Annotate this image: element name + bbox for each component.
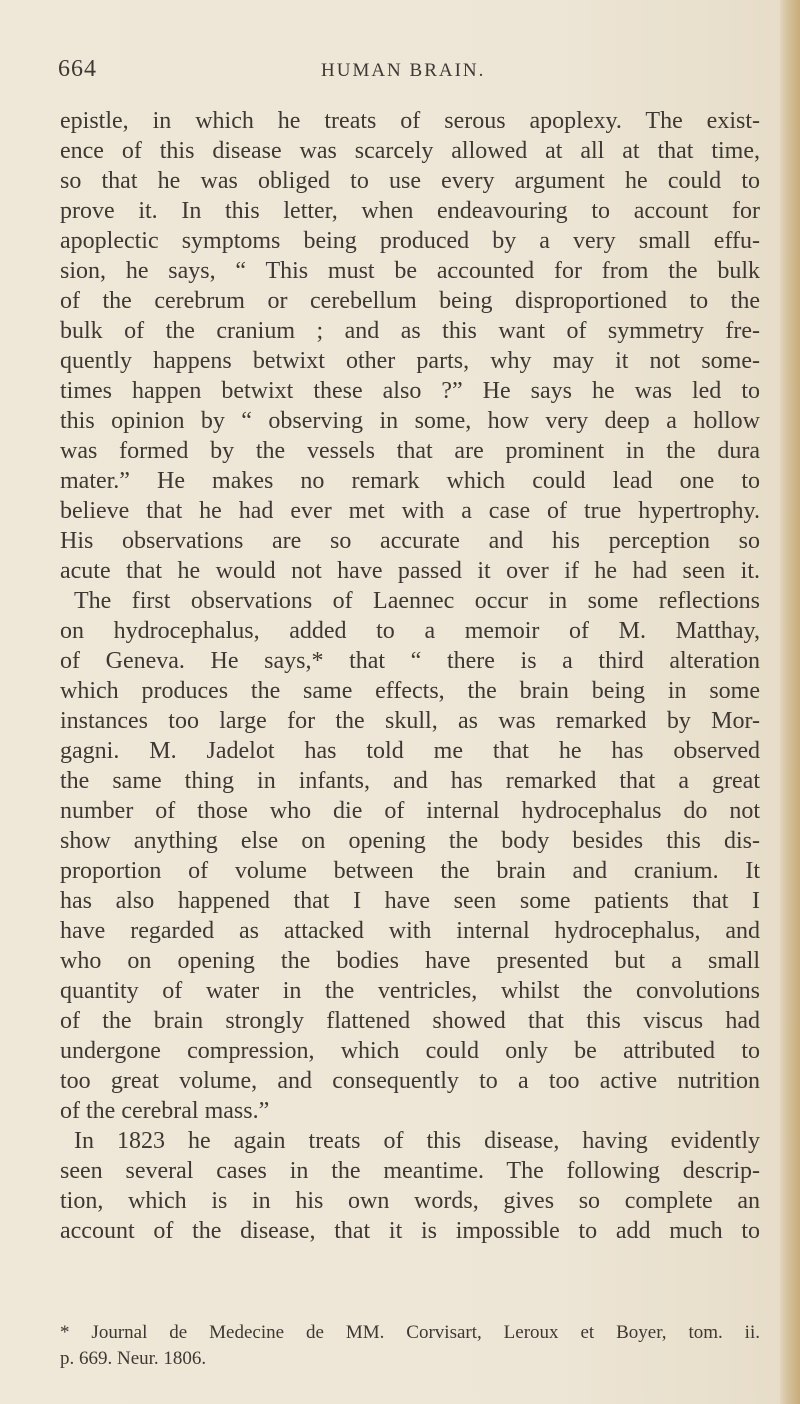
text-line: believe that he had ever met with a case of true hypertrophy. — [60, 498, 760, 524]
text-line: quantity of water in the ventricles, whilst the convolutions — [60, 978, 760, 1004]
text-line: sion, he says, “ This must be accounted for from the bulk — [60, 258, 760, 284]
text-line: so that he was obliged to use every argument he could to — [60, 168, 760, 194]
text-line: In 1823 he again treats of this disease, having evidently — [74, 1128, 760, 1154]
text-line: which produces the same effects, the brain being in some — [60, 678, 760, 704]
text-line: too great volume, and consequently to a too active nutrition — [60, 1068, 760, 1094]
running-head: HUMAN BRAIN. — [321, 60, 486, 81]
text-line: has also happened that I have seen some patients that I — [60, 888, 760, 914]
text-line: instances too large for the skull, as was remarked by Mor- — [60, 708, 760, 734]
text-line: His observations are so accurate and his perception so — [60, 528, 760, 554]
footnote-line: p. 669. Neur. 1806. — [60, 1348, 207, 1369]
text-line: of the cerebrum or cerebellum being disproportioned to the — [60, 288, 760, 314]
text-line: The first observations of Laennec occur in some reflections — [74, 588, 760, 614]
footnote — [60, 1320, 760, 1372]
text-line: quently happens betwixt other parts, why may it not some- — [60, 348, 760, 374]
text-line: of the cerebral mass.” — [60, 1098, 270, 1124]
text-line: ence of this disease was scarcely allowed at all at that time, — [60, 138, 760, 164]
text-line: the same thing in infants, and has remarked that a great — [60, 768, 760, 794]
text-line: epistle, in which he treats of serous apoplexy. The exist- — [60, 108, 760, 134]
text-line: of Geneva. He says,* that “ there is a third alteration — [60, 648, 760, 674]
footnote-line: * Journal de Medecine de MM. Corvisart, Leroux et Boyer, tom. ii. — [60, 1322, 760, 1343]
text-line: apoplectic symptoms being produced by a very small effu- — [60, 228, 760, 254]
text-line: show anything else on opening the body besides this dis- — [60, 828, 760, 854]
text-line: number of those who die of internal hydrocephalus do not — [60, 798, 760, 824]
text-line: tion, which is in his own words, gives so complete an — [60, 1188, 760, 1214]
page-number: 664 — [58, 56, 97, 82]
text-line: proportion of volume between the brain and cranium. It — [60, 858, 760, 884]
text-line: of the brain strongly flattened showed that this viscus had — [60, 1008, 760, 1034]
text-line: have regarded as attacked with internal hydrocephalus, and — [60, 918, 760, 944]
text-line: on hydrocephalus, added to a memoir of M. Matthay, — [60, 618, 760, 644]
text-line: undergone compression, which could only be attributed to — [60, 1038, 760, 1064]
text-line: acute that he would not have passed it over if he had seen it. — [60, 558, 760, 584]
page-header — [58, 56, 738, 90]
text-line: account of the disease, that it is impossible to add much to — [60, 1218, 760, 1244]
text-line: mater.” He makes no remark which could lead one to — [60, 468, 760, 494]
text-line: was formed by the vessels that are prominent in the dura — [60, 438, 760, 464]
text-line: times happen betwixt these also ?” He says he was led to — [60, 378, 760, 404]
text-line: bulk of the cranium ; and as this want of symmetry fre- — [60, 318, 760, 344]
page-edge — [780, 0, 800, 1404]
text-line: prove it. In this letter, when endeavouring to account for — [60, 198, 760, 224]
text-line: seen several cases in the meantime. The following descrip- — [60, 1158, 760, 1184]
text-line: who on opening the bodies have presented but a small — [60, 948, 760, 974]
text-line: this opinion by “ observing in some, how very deep a hollow — [60, 408, 760, 434]
text-line: gagni. M. Jadelot has told me that he has observed — [60, 738, 760, 764]
body-text — [60, 106, 760, 1246]
